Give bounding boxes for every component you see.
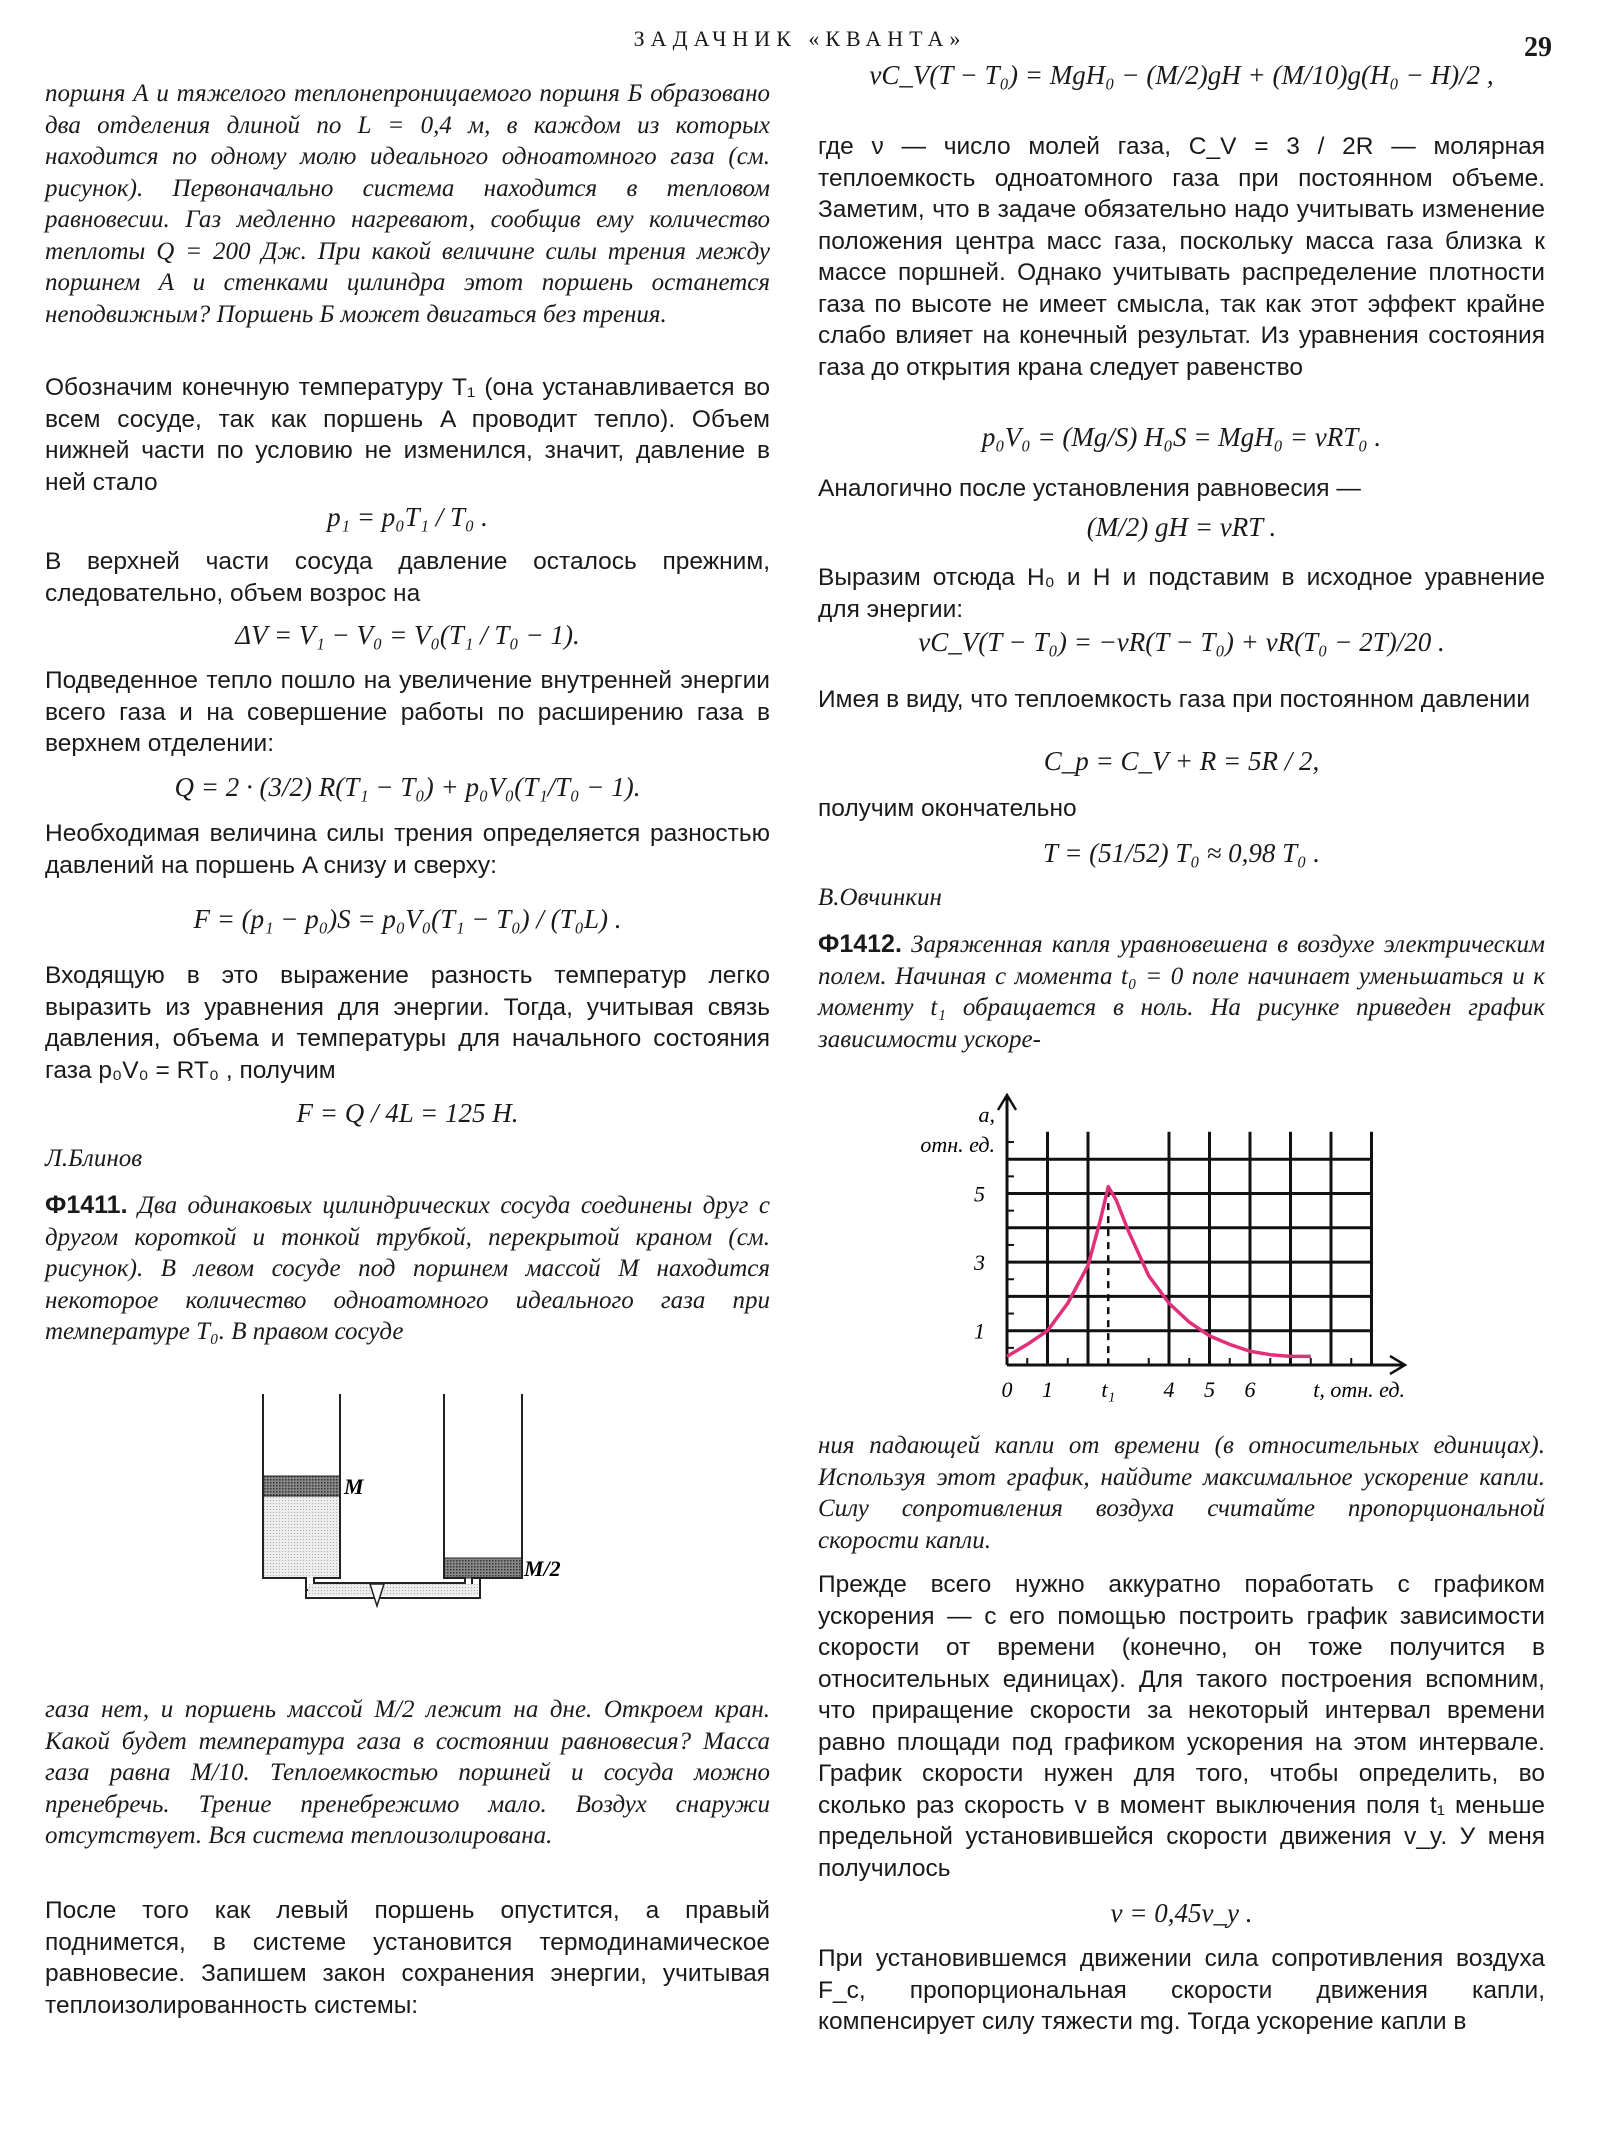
x-tick-label: 1	[1042, 1377, 1053, 1402]
author-signature: В.Овчинкин	[818, 884, 942, 911]
problem-label: Ф1412.	[818, 930, 902, 958]
solution-paragraph: Входящую в это выражение разность температур легко выразить из уравнения для энергии. Тогда, учитывая связь давления, объема и температуры для начального состояния газа p₀V₀ = RT₀ , получим	[45, 962, 770, 1084]
problem-text: Заряженная капля уравновешена в воздухе электрическим полем. Начиная с момента t₀ = 0 поле начинает уменьшаться и к моменту t₁ обращается в ноль. На рисунке приведен график зависимости ускоре-	[818, 931, 1546, 1053]
y-axis-label: отн. ед.	[920, 1132, 995, 1157]
y-tick-label: 1	[974, 1318, 985, 1344]
label-m2: M/2	[524, 1556, 561, 1581]
x-axis-label: t, отн. ед.	[1313, 1377, 1405, 1402]
problem-1411-text-cont: газа нет, и поршень массой M/2 лежит на дне. Откроем кран. Какой будет температура газа в состоянии равновесия? Масса газа равна M/10. Теплоемкостью поршней и сосуда можно пренебречь. Трение пренебрежимо мало. Воздух снаружи отсутствует. Вся система теплоизолирована.	[45, 1696, 770, 1849]
piston-m	[263, 1476, 340, 1496]
label-m: M	[344, 1474, 364, 1499]
x-tick-label: 4	[1163, 1377, 1175, 1402]
solution-paragraph: В верхней части сосуда давление осталось прежним, следовательно, объем возрос на	[45, 548, 770, 607]
problem-label: Ф1411.	[45, 1191, 128, 1219]
page-number: 29	[1524, 32, 1552, 63]
formula: νC_V(T − T₀) = MgH₀ − (M/2)gH + (M/10)g(H₀ − H)/2 ,	[869, 60, 1494, 90]
two-vessels-figure	[240, 1380, 620, 1610]
solution-paragraph: При установившемся движении сила сопротивления воздуха F_c, пропорциональная скорости движения капли, компенсирует силу тяжести mg. Тогда ускорение капли в	[818, 1945, 1545, 2035]
formula: νC_V(T − T₀) = −νR(T − T₀) + νR(T₀ − 2T)/20 .	[918, 627, 1445, 657]
x-tick-label: 6	[1244, 1377, 1256, 1402]
formula: ΔV = V₁ − V₀ = V₀(T₁ / T₀ − 1).	[235, 620, 580, 650]
problem-1410-text: поршня А и тяжелого теплонепроницаемого поршня Б образовано два отделения длиной по L = 0,4 м, в каждом из которых находится по одному молю идеального одноатомного газа (см. рисунок). Первоначально система находится в тепловом равновесии. Газ медленно нагревают, сообщив ему количество теплоты Q = 200 Дж. При какой величине силы трения между поршнем А и стенками цилиндра этот поршень останется неподвижным? Поршень Б может двигаться без трения.	[45, 80, 770, 328]
formula: v = 0,45v_y .	[1110, 1898, 1253, 1928]
formula: p₁ = p₀T₁ / T₀ .	[327, 502, 488, 532]
solution-paragraph: После того как левый поршень опустится, а правый поднимется, в системе установится термодинамическое равновесие. Запишем закон сохранения энергии, учитывая теплоизолированность системы:	[45, 1897, 770, 2019]
problem-1412-text	[818, 929, 1545, 1055]
solution-paragraph: Аналогично после установления равновесия —	[818, 475, 1361, 502]
y-axis-label: a,	[978, 1102, 995, 1127]
author-signature: Л.Блинов	[45, 1145, 143, 1172]
formula: p₀V₀ = (Mg/S) H₀S = MgH₀ = νRT₀ .	[981, 422, 1382, 452]
formula: T = (51/52) T₀ ≈ 0,98 T₀ .	[1042, 838, 1321, 868]
problem-text: Два одинаковых цилиндрических сосуда соединены друг с другом короткой и тонкой трубкой, перекрытой краном (см. рисунок). В левом сосуде под поршнем массой M находится некоторое количество одноатомного идеального газа при температуре T₀. В правом сосуде	[45, 1192, 770, 1345]
problem-1411-text	[45, 1190, 770, 1348]
gas-left	[263, 1496, 340, 1578]
formula: F = (p₁ − p₀)S = p₀V₀(T₁ − T₀) / (T₀L) .	[193, 904, 622, 934]
x-tick-label: 5	[1204, 1377, 1215, 1402]
running-header: ЗАДАЧНИК «КВАНТА»	[633, 26, 967, 51]
acceleration-chart	[900, 1080, 1470, 1420]
solution-paragraph: Необходимая величина силы трения определяется разностью давлений на поршень A снизу и сверху:	[45, 820, 770, 879]
formula: C_p = C_V + R = 5R / 2,	[1043, 746, 1320, 776]
solution-paragraph: Обозначим конечную температуру T₁ (она устанавливается во всем сосуде, так как поршень A проводит тепло). Объем нижней части по условию не изменился, значит, давление в ней стало	[45, 374, 770, 496]
solution-paragraph: Имея в виду, что теплоемкость газа при постоянном давлении	[818, 686, 1531, 713]
formula: Q = 2 · (3/2) R(T₁ − T₀) + p₀V₀(T₁/T₀ − 1).	[174, 772, 641, 802]
solution-paragraph: получим окончательно	[818, 795, 1077, 822]
solution-paragraph: Прежде всего нужно аккуратно поработать с графиком ускорения — с его помощью построить график зависимости скорости от времени (конечно, он тоже получится в относительных единицах). Для такого построения вспомним, что приращение скорости за некоторый интервал времени равно площади под графиком ускорения на этом интервале. График скорости нужен для того, чтобы определить, во сколько раз скорость v в момент выключения поля t₁ меньше предельной установившейся скорости движения v_y. У меня получилось	[818, 1571, 1545, 1882]
formula: F = Q / 4L = 125 Н.	[296, 1098, 519, 1128]
solution-paragraph: Выразим отсюда H₀ и H и подставим в исходное уравнение для энергии:	[818, 564, 1545, 623]
solution-paragraph: где ν — число молей газа, C_V = 3 / 2R — молярная теплоемкость одноатомного газа при постоянном объеме. Заметим, что в задаче обязательно надо учитывать изменение положения центра масс газа, поскольку масса газа близка к массе поршней. Однако учитывать распределение плотности газа по высоте не имеет смысла, так как этот эффект крайне слабо влияет на конечный результат. Из уравнения состояния газа до открытия крана следует равенство	[818, 133, 1545, 381]
solution-paragraph: Подведенное тепло пошло на увеличение внутренней энергии всего газа и на совершение работы по расширению газа в верхнем отделении:	[45, 667, 770, 757]
x-tick-label: 0	[1001, 1377, 1013, 1402]
formula: (M/2) gH = νRT .	[1086, 512, 1277, 542]
y-tick-label: 3	[974, 1250, 985, 1276]
x-tick-label: t₁	[1101, 1377, 1116, 1402]
y-tick-label: 5	[974, 1181, 985, 1207]
problem-1412-text-cont: ния падающей капли от времени (в относительных единицах). Используя этот график, найдите максимальное ускорение капли. Силу сопротивления воздуха считайте пропорциональной скорости капли.	[818, 1432, 1545, 1554]
piston-m2	[444, 1558, 522, 1578]
